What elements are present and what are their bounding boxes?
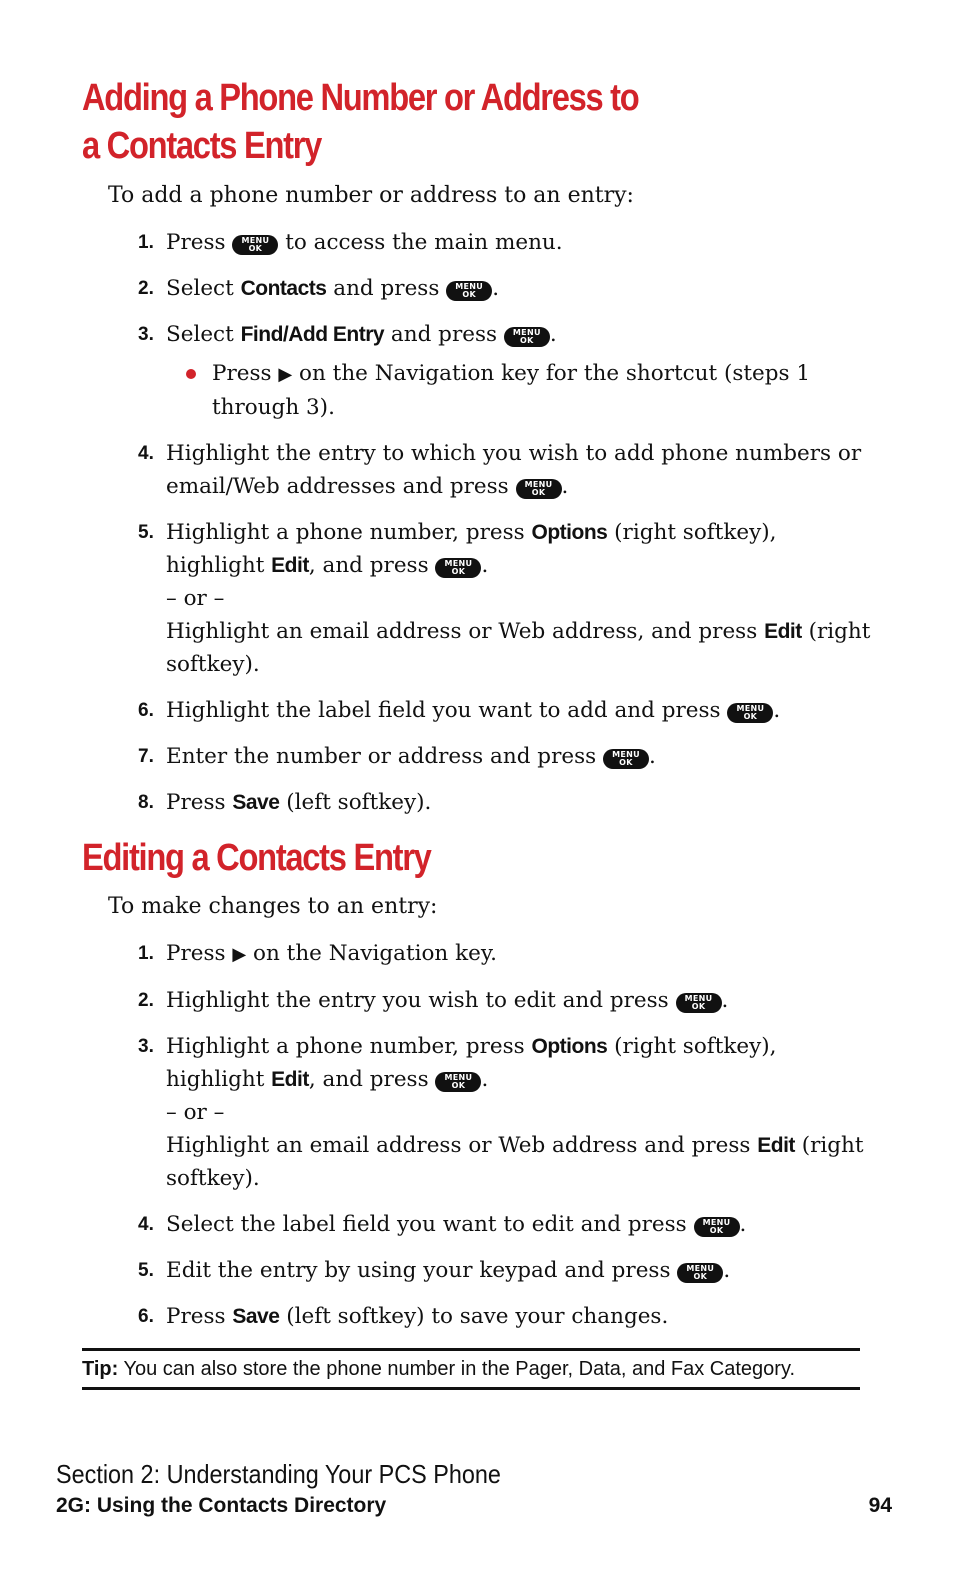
softkey-label: Options (531, 1035, 608, 1058)
tip-label: Tip: (82, 1358, 119, 1380)
shortcut-note: Press ▶ on the Navigation key for the shortcut (steps 1 through 3). (166, 357, 878, 424)
menu-option-label: Edit (271, 554, 309, 577)
step-item: 5. Highlight a phone number, press Options (right softkey), highlight Edit, and press MENU OK . – or – Highlight an email address or Web address, and press Edit (right softkey). (138, 516, 878, 681)
step-number: 1. (138, 943, 154, 964)
or-separator: – or – (166, 1100, 225, 1125)
step-number: 2. (138, 990, 154, 1011)
step-number: 6. (138, 700, 154, 721)
step-number: 7. (138, 746, 154, 767)
page-title-line-2: a Contacts Entry (82, 125, 322, 167)
section2-intro: To make changes to an entry: (108, 894, 438, 919)
bullet-dot-icon (186, 369, 196, 379)
page-title (82, 74, 638, 170)
step-number: 4. (138, 1214, 154, 1235)
tip-box (82, 1348, 860, 1390)
softkey-label: Save (232, 791, 280, 814)
softkey-label: Save (232, 1305, 280, 1328)
step-item: 2. Select Contacts and press MENU OK . (138, 272, 878, 305)
step-number: 5. (138, 1260, 154, 1281)
menu-ok-key-icon: MENU OK (677, 1263, 723, 1283)
menu-ok-key-icon: MENU OK (435, 558, 481, 578)
menu-option-label: Edit (271, 1068, 309, 1091)
right-arrow-icon: ▶ (278, 364, 293, 385)
menu-ok-key-icon: MENU OK (694, 1217, 740, 1237)
step-number: 1. (138, 232, 154, 253)
step-number: 8. (138, 792, 154, 813)
step-item: 7. Enter the number or address and press MENU OK . (138, 740, 878, 773)
section1-intro: To add a phone number or address to an entry: (108, 183, 634, 208)
or-separator: – or – (166, 586, 225, 611)
section1-steps (138, 226, 878, 832)
softkey-label: Edit (757, 1134, 795, 1157)
softkey-label: Options (531, 521, 608, 544)
menu-ok-key-icon: MENU OK (676, 993, 722, 1013)
step-item: 4. Highlight the entry to which you wish to add phone numbers or email/Web addresses and press MENU OK . (138, 437, 878, 503)
tip-text: You can also store the phone number in the Pager, Data, and Fax Category. (118, 1358, 796, 1380)
step-item: 1. Press MENU OK to access the main menu. (138, 226, 878, 259)
menu-ok-key-icon: MENU OK (504, 327, 550, 347)
step-item: 5. Edit the entry by using your keypad and press MENU OK . (138, 1254, 878, 1287)
step-number: 5. (138, 522, 154, 543)
menu-ok-key-icon: MENU OK (435, 1072, 481, 1092)
step-number: 2. (138, 278, 154, 299)
footer-chapter-title: 2G: Using the Contacts Directory (56, 1494, 387, 1517)
footer-section-title: Section 2: Understanding Your PCS Phone (56, 1459, 501, 1489)
menu-option-label: Contacts (240, 277, 327, 300)
softkey-label: Edit (764, 620, 802, 643)
step-item: 6. Highlight the label field you want to add and press MENU OK . (138, 694, 878, 727)
step-number: 4. (138, 443, 154, 464)
menu-ok-key-icon: MENU OK (446, 281, 492, 301)
section2-steps (138, 937, 878, 1346)
right-arrow-icon: ▶ (232, 944, 247, 965)
step-number: 3. (138, 324, 154, 345)
menu-option-label: Find/Add Entry (240, 323, 385, 346)
step-item: 3. Select Find/Add Entry and press MENU OK . Press ▶ on the Navigation key for the shortcut (steps 1 through 3). (138, 318, 878, 424)
step-item: 8. Press Save (left softkey). (138, 786, 878, 819)
step-item: 4. Select the label field you want to edit and press MENU OK . (138, 1208, 878, 1241)
menu-ok-key-icon: MENU OK (727, 703, 773, 723)
menu-ok-key-icon: MENU OK (232, 235, 278, 255)
section-title: Editing a Contacts Entry (82, 837, 431, 879)
page-title-line-1: Adding a Phone Number or Address to (82, 77, 639, 119)
step-item: 6. Press Save (left softkey) to save your changes. (138, 1300, 878, 1333)
step-item: 2. Highlight the entry you wish to edit and press MENU OK . (138, 984, 878, 1017)
step-number: 6. (138, 1306, 154, 1327)
menu-ok-key-icon: MENU OK (516, 479, 562, 499)
page-number: 94 (868, 1494, 892, 1517)
step-item: 1. Press ▶ on the Navigation key. (138, 937, 878, 971)
step-number: 3. (138, 1036, 154, 1057)
step-item: 3. Highlight a phone number, press Options (right softkey), highlight Edit, and press MENU OK . – or – Highlight an email address or Web address and press Edit (right softkey). (138, 1030, 878, 1195)
menu-ok-key-icon: MENU OK (603, 749, 649, 769)
